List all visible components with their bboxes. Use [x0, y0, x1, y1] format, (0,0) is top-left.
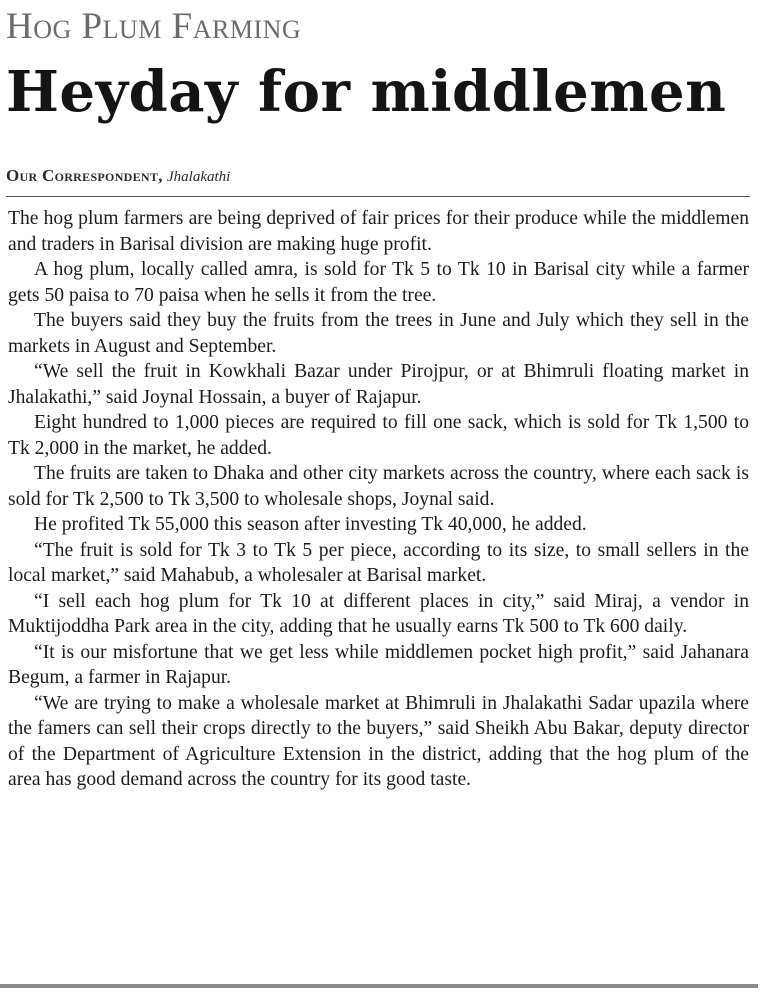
byline: [6, 165, 230, 188]
section-kicker: Hog Plum Farming: [6, 6, 302, 47]
paragraph: “We are trying to make a wholesale market at Bhimruli in Jhalakathi Sadar upazila where the famers can sell their crops directly to the buyers,” said Sheikh Abu Bakar, deputy director of the Department of Agriculture Extension in the district, adding that the hog plum of the area has good demand across the country for its good taste.: [8, 692, 749, 790]
headline: Heyday for middlemen: [6, 59, 727, 125]
article-body: [8, 206, 749, 793]
paragraph: A hog plum, locally called amra, is sold for Tk 5 to Tk 10 in Barisal city while a farmer gets 50 paisa to 70 paisa when he sells it from the tree.: [8, 259, 749, 306]
paragraph: “It is our misfortune that we get less while middlemen pocket high profit,” said Jahanara Begum, a farmer in Rajapur.: [8, 641, 749, 688]
bottom-divider: [0, 984, 758, 988]
byline-author: Our Correspondent,: [6, 166, 163, 185]
paragraph: “The fruit is sold for Tk 3 to Tk 5 per piece, according to its size, to small sellers in the local market,” said Mahabub, a wholesaler at Barisal market.: [8, 539, 749, 586]
byline-divider: [6, 196, 750, 197]
paragraph: The buyers said they buy the fruits from the trees in June and July which they sell in the markets in August and September.: [8, 310, 749, 357]
paragraph: He profited Tk 55,000 this season after investing Tk 40,000, he added.: [34, 514, 587, 535]
byline-location: Jhalakathi: [167, 169, 231, 185]
paragraph: Eight hundred to 1,000 pieces are required to fill one sack, which is sold for Tk 1,500 to Tk 2,000 in the market, he added.: [8, 412, 749, 459]
paragraph: “I sell each hog plum for Tk 10 at different places in city,” said Miraj, a vendor in Muktijoddha Park area in the city, adding that he usually earns Tk 500 to Tk 600 daily.: [8, 590, 749, 637]
paragraph: “We sell the fruit in Kowkhali Bazar under Pirojpur, or at Bhimruli floating market in Jhalakathi,” said Joynal Hossain, a buyer of Rajapur.: [8, 361, 749, 408]
paragraph: The fruits are taken to Dhaka and other city markets across the country, where each sack is sold for Tk 2,500 to Tk 3,500 to wholesale shops, Joynal said.: [8, 463, 749, 510]
paragraph: The hog plum farmers are being deprived of fair prices for their produce while the middlemen and traders in Barisal division are making huge profit.: [8, 208, 749, 255]
